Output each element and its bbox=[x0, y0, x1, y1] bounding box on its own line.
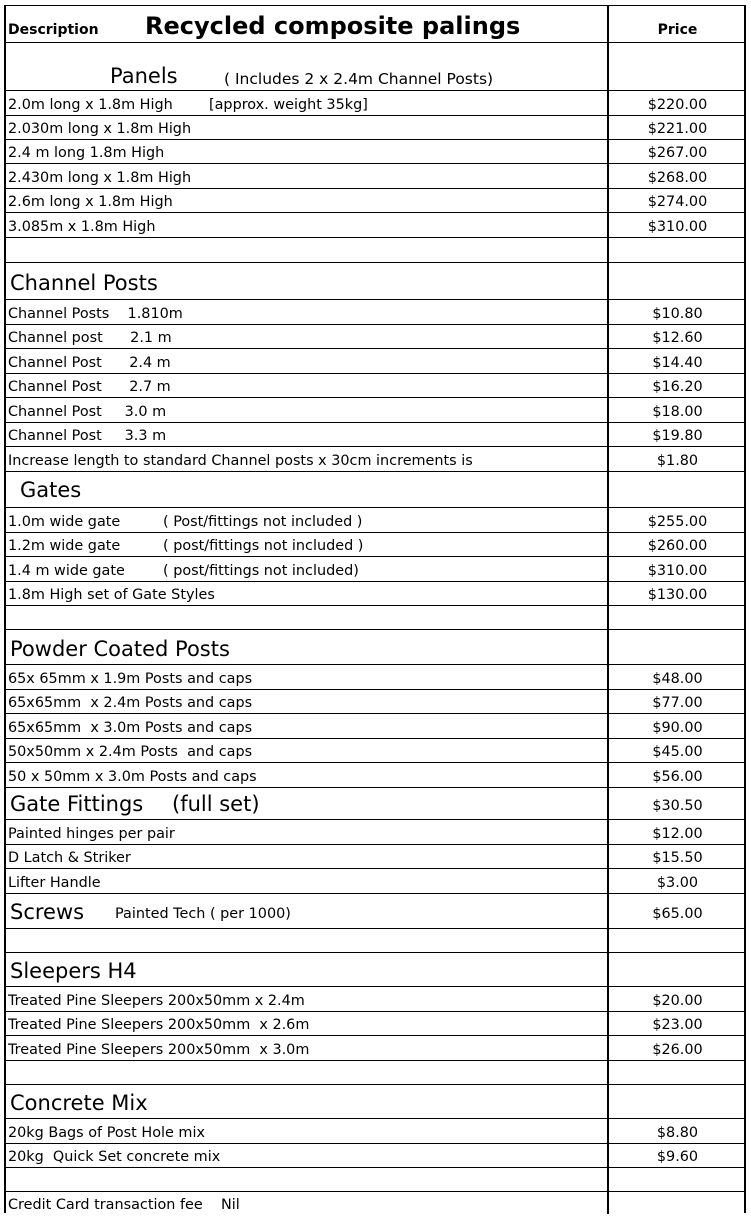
item-note: ( Post/fittings not included ) bbox=[163, 514, 363, 530]
item-price: $16.20 bbox=[652, 379, 703, 395]
price-header: Price bbox=[657, 22, 698, 38]
blank-row bbox=[6, 606, 746, 630]
section-gates bbox=[6, 472, 746, 508]
item-price: $255.00 bbox=[647, 514, 708, 530]
item-description: 2.0m long x 1.8m High bbox=[8, 97, 173, 113]
page-title: Recycled composite palings bbox=[145, 12, 521, 40]
section-screws bbox=[6, 894, 746, 929]
item-note: [approx. weight 35kg] bbox=[209, 97, 368, 113]
section-channel-posts bbox=[6, 263, 746, 300]
item-price: $12.60 bbox=[652, 330, 703, 346]
section-heading-gate-fittings: Gate Fittings bbox=[10, 792, 144, 816]
item-price: $8.80 bbox=[656, 1125, 699, 1141]
item-price: $3.00 bbox=[656, 875, 699, 891]
item-description: 1.0m wide gate bbox=[8, 514, 121, 530]
table-row bbox=[6, 91, 746, 116]
section-gate-fittings bbox=[6, 788, 746, 820]
gate-fittings-price: $30.50 bbox=[652, 798, 703, 814]
table-row bbox=[6, 213, 746, 238]
screws-price: $65.00 bbox=[652, 906, 703, 922]
item-price: $221.00 bbox=[647, 121, 708, 137]
item-description: 20kg Quick Set concrete mix bbox=[8, 1149, 221, 1165]
item-price: $19.80 bbox=[652, 428, 703, 444]
section-heading-concrete-mix: Concrete Mix bbox=[10, 1091, 148, 1115]
item-description: Treated Pine Sleepers 200x50mm x 3.0m bbox=[8, 1042, 310, 1058]
item-description: 1.4 m wide gate bbox=[8, 563, 125, 579]
item-price: $10.80 bbox=[652, 306, 703, 322]
item-price: $90.00 bbox=[652, 720, 703, 736]
table-row bbox=[6, 714, 746, 739]
table-row bbox=[6, 164, 746, 189]
item-price: $48.00 bbox=[652, 671, 703, 687]
item-description: 2.430m long x 1.8m High bbox=[8, 170, 192, 186]
table-row bbox=[6, 116, 746, 140]
section-concrete-mix bbox=[6, 1085, 746, 1119]
section-powder-coated-posts bbox=[6, 630, 746, 665]
section-heading-panels: Panels bbox=[110, 64, 178, 88]
item-price: $26.00 bbox=[652, 1042, 703, 1058]
blank-row bbox=[6, 929, 746, 953]
item-description: Channel post 2.1 m bbox=[8, 330, 172, 346]
table-row bbox=[6, 189, 746, 213]
item-description: 2.4 m long 1.8m High bbox=[8, 145, 165, 161]
table-row bbox=[6, 300, 746, 325]
item-description: Lifter Handle bbox=[8, 875, 101, 891]
item-price: $45.00 bbox=[652, 744, 703, 760]
table-row bbox=[6, 1012, 746, 1036]
item-price: $14.40 bbox=[652, 355, 703, 371]
item-description: 50 x 50mm x 3.0m Posts and caps bbox=[8, 769, 257, 785]
item-description: Treated Pine Sleepers 200x50mm x 2.6m bbox=[8, 1017, 310, 1033]
item-description: 65x65mm x 3.0m Posts and caps bbox=[8, 720, 253, 736]
table-row bbox=[6, 398, 746, 423]
item-price: $130.00 bbox=[647, 587, 708, 603]
item-price: $12.00 bbox=[652, 826, 703, 842]
item-description: Painted hinges per pair bbox=[8, 826, 175, 842]
section-heading-sleepers: Sleepers H4 bbox=[10, 959, 137, 983]
item-price: $18.00 bbox=[652, 404, 703, 420]
item-description: 2.030m long x 1.8m High bbox=[8, 121, 192, 137]
item-description: 65x 65mm x 1.9m Posts and caps bbox=[8, 671, 253, 687]
table-row bbox=[6, 665, 746, 690]
item-description: D Latch & Striker bbox=[8, 850, 131, 866]
blank-row bbox=[6, 238, 746, 263]
table-row bbox=[6, 869, 746, 894]
item-price: $220.00 bbox=[647, 97, 708, 113]
item-price: $9.60 bbox=[656, 1149, 699, 1165]
credit-card-fee: Credit Card transaction fee Nil bbox=[8, 1197, 240, 1213]
item-description: Increase length to standard Channel posts x 30cm increments is bbox=[8, 453, 473, 469]
table-row bbox=[6, 533, 746, 557]
item-note: ( post/fittings not included ) bbox=[163, 538, 364, 554]
table-row bbox=[6, 447, 746, 472]
table-row bbox=[6, 1144, 746, 1168]
table-row bbox=[6, 987, 746, 1012]
table-row bbox=[6, 508, 746, 533]
item-description: 3.085m x 1.8m High bbox=[8, 219, 156, 235]
table-row bbox=[6, 845, 746, 869]
item-price: $260.00 bbox=[647, 538, 708, 554]
item-description: 50x50mm x 2.4m Posts and caps bbox=[8, 744, 253, 760]
item-description: Treated Pine Sleepers 200x50mm x 2.4m bbox=[8, 993, 305, 1009]
item-description: Channel Posts 1.810m bbox=[8, 306, 183, 322]
table-row bbox=[6, 820, 746, 845]
screws-note: Painted Tech ( per 1000) bbox=[115, 906, 291, 922]
item-description: Channel Post 3.3 m bbox=[8, 428, 167, 444]
item-note: ( post/fittings not included) bbox=[163, 563, 359, 579]
table-row bbox=[6, 349, 746, 374]
section-panels bbox=[6, 43, 746, 91]
table-row bbox=[6, 557, 746, 582]
item-price: $20.00 bbox=[652, 993, 703, 1009]
table-row bbox=[6, 763, 746, 788]
item-price: $267.00 bbox=[647, 145, 708, 161]
header-row bbox=[6, 6, 746, 43]
item-description: Channel Post 2.4 m bbox=[8, 355, 171, 371]
section-sleepers bbox=[6, 953, 746, 987]
item-price: $310.00 bbox=[647, 563, 708, 579]
table-row bbox=[6, 690, 746, 714]
section-heading-powder-coated-posts: Powder Coated Posts bbox=[10, 637, 230, 661]
item-price: $310.00 bbox=[647, 219, 708, 235]
table-row bbox=[6, 140, 746, 164]
price-list-table bbox=[4, 5, 746, 1213]
table-row bbox=[6, 1036, 746, 1061]
item-price: $268.00 bbox=[647, 170, 708, 186]
section-heading-gates: Gates bbox=[20, 478, 82, 502]
item-description: 2.6m long x 1.8m High bbox=[8, 194, 173, 210]
table-row bbox=[6, 1119, 746, 1144]
item-description: 20kg Bags of Post Hole mix bbox=[8, 1125, 205, 1141]
item-price: $23.00 bbox=[652, 1017, 703, 1033]
section-heading-channel-posts: Channel Posts bbox=[10, 271, 158, 295]
table-row bbox=[6, 325, 746, 349]
table-row bbox=[6, 582, 746, 606]
item-description: 1.8m High set of Gate Styles bbox=[8, 587, 215, 603]
panels-note: ( Includes 2 x 2.4m Channel Posts) bbox=[224, 70, 494, 88]
table-row bbox=[6, 423, 746, 447]
item-price: $274.00 bbox=[647, 194, 708, 210]
description-header: Description bbox=[8, 22, 99, 38]
item-price: $1.80 bbox=[656, 453, 699, 469]
item-description: 1.2m wide gate bbox=[8, 538, 121, 554]
blank-row bbox=[6, 1061, 746, 1085]
table-row bbox=[6, 374, 746, 398]
gate-fittings-note: (full set) bbox=[172, 792, 260, 816]
item-description: Channel Post 3.0 m bbox=[8, 404, 167, 420]
item-price: $77.00 bbox=[652, 695, 703, 711]
section-heading-screws: Screws bbox=[10, 900, 85, 924]
item-price: $56.00 bbox=[652, 769, 703, 785]
item-description: 65x65mm x 2.4m Posts and caps bbox=[8, 695, 253, 711]
item-price: $15.50 bbox=[652, 850, 703, 866]
item-description: Channel Post 2.7 m bbox=[8, 379, 171, 395]
blank-row bbox=[6, 1168, 746, 1192]
table-row bbox=[6, 739, 746, 763]
footer-row bbox=[6, 1192, 746, 1214]
